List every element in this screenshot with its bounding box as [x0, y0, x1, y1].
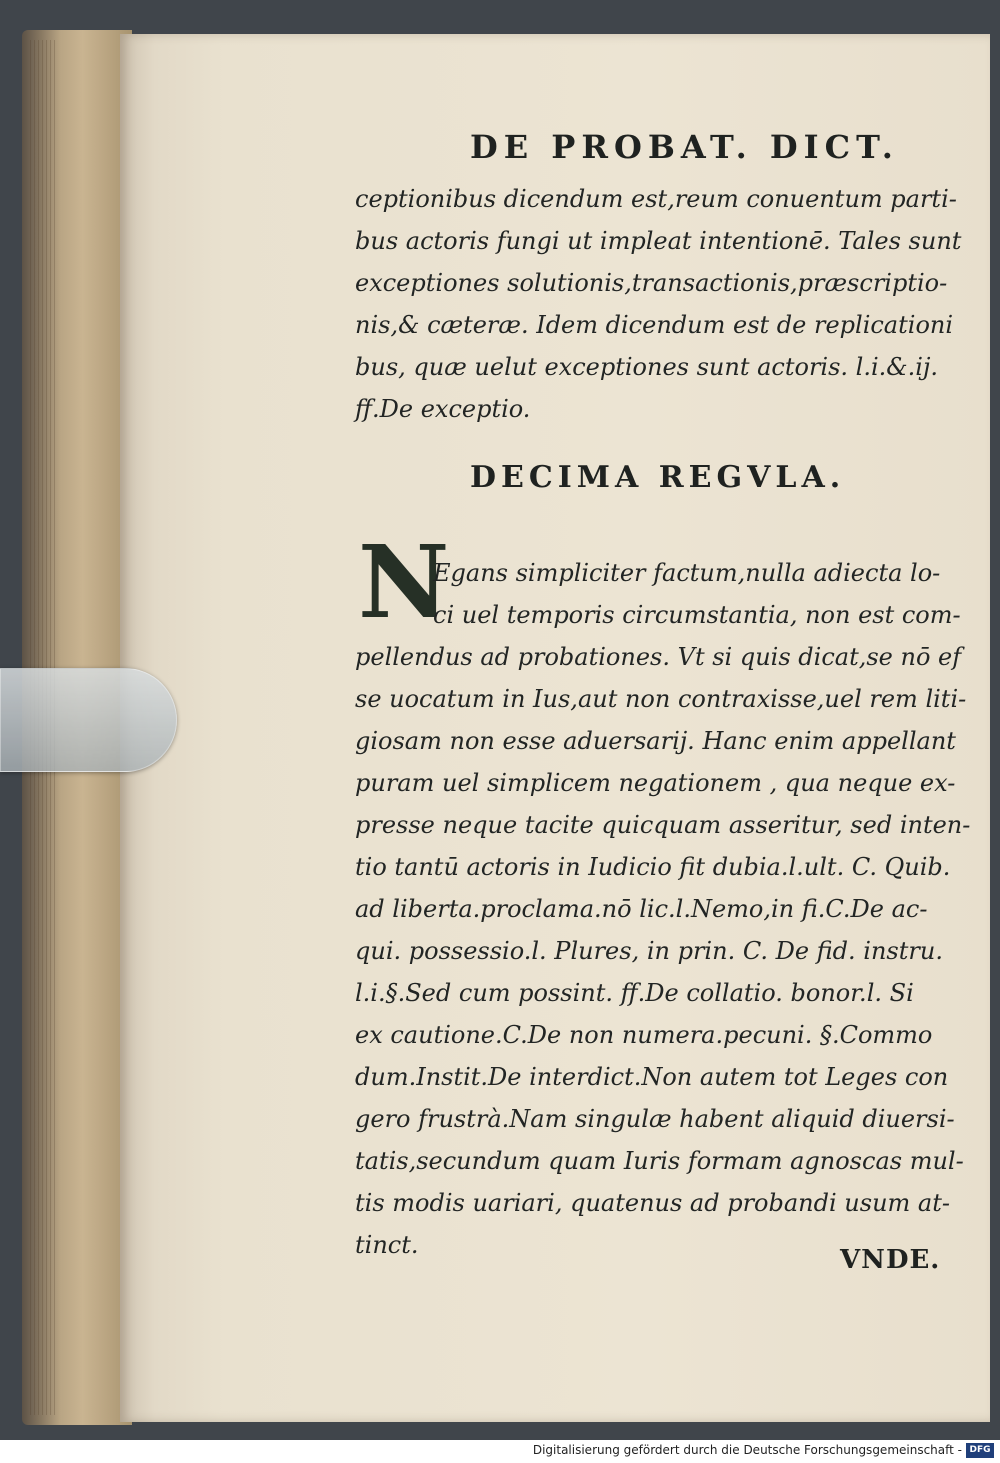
- text-line: qui. possessio.l. Plures, in prin. C. De fid. instru.: [355, 937, 943, 965]
- running-head: DE PROBAT. DICT.: [470, 128, 899, 166]
- section-heading: DECIMA REGVLA.: [470, 460, 846, 495]
- text-line: bus, quæ uelut exceptiones sunt actoris. l.i.&.ij.: [355, 353, 939, 381]
- text-line: tatis,secundum quam Iuris formam agnoscas mul-: [355, 1147, 964, 1175]
- text-line: gero frustrà.Nam singulæ habent aliquid diuersi-: [355, 1105, 955, 1133]
- text-line: Egans simpliciter factum,nulla adiecta lo-: [433, 559, 941, 587]
- text-line: pellendus ad probationes. Vt si quis dicat,se nō ef: [355, 643, 962, 671]
- text-line: ceptionibus dicendum est,reum conuentum parti-: [355, 185, 957, 213]
- funding-credit: Digitalisierung gefördert durch die Deutsche Forschungsgemeinschaft -: [532, 1443, 962, 1457]
- text-line: ci uel temporis circumstantia, non est com-: [433, 601, 961, 629]
- text-line: nis,& cæteræ. Idem dicendum est de replicationi: [355, 311, 954, 339]
- paragraph-continuation: [355, 178, 962, 430]
- text-line: tio tantū actoris in Iudicio fit dubia.l.ult. C. Quib.: [355, 853, 951, 881]
- paragraph-rule: [355, 552, 971, 1266]
- text-line: dum.Instit.De interdict.Non autem tot Leges con: [355, 1063, 949, 1091]
- text-line: exceptiones solutionis,transactionis,præscriptio-: [355, 269, 948, 297]
- text-line: tis modis uariari, quatenus ad probandi usum at-: [355, 1189, 950, 1217]
- text-line: se uocatum in Ius,aut non contraxisse,uel rem liti-: [355, 685, 967, 713]
- text-line: presse neque tacite quicquam asseritur, sed inten-: [355, 811, 971, 839]
- text-line: ff.De exceptio.: [355, 395, 531, 423]
- text-line: tinct.: [355, 1231, 419, 1259]
- text-line: ex cautione.C.De non numera.pecuni. §.Commo: [355, 1021, 933, 1049]
- viewer-footer: [0, 1440, 1000, 1463]
- page-clip-marker: [0, 668, 177, 772]
- text-line: l.i.§.Sed cum possint. ff.De collatio. bonor.l. Si: [355, 979, 914, 1007]
- text-line: ad liberta.proclama.nō lic.l.Nemo,in fi.C.De ac-: [355, 895, 928, 923]
- text-line: giosam non esse aduersarij. Hanc enim appellant: [355, 727, 956, 755]
- dfg-logo-icon: DFG: [966, 1443, 994, 1458]
- text-line: bus actoris fungi ut impleat intentionē. Tales sunt: [355, 227, 962, 255]
- text-line: puram uel simplicem negationem , qua neque ex-: [355, 769, 956, 797]
- drop-cap: N: [358, 523, 450, 641]
- catchword: VNDE.: [840, 1245, 941, 1275]
